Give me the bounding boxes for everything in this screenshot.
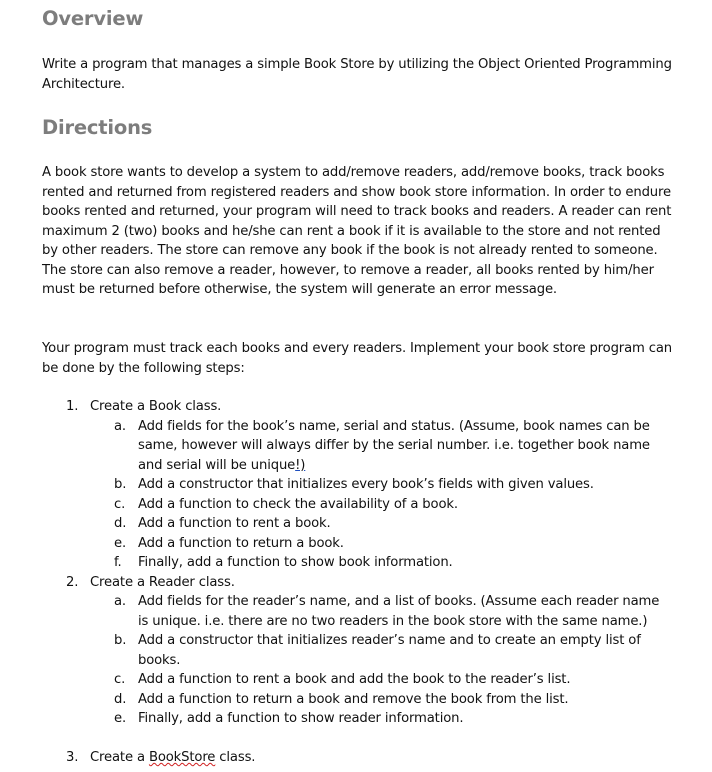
sub-step-text: Finally, add a function to show book information. [138,555,453,570]
step-2-sub-a [42,592,672,631]
step-number: 1. [66,399,79,414]
step-1-sub-a [42,417,672,476]
sub-step-letter: c. [114,672,126,687]
step-text-before: Create a [90,750,149,765]
directions-heading: Directions [42,116,153,139]
step-1 [42,397,672,417]
directions-paragraph-2: Your program must track each books and every readers. Implement your book store program can be done by the following steps: [42,341,672,376]
step-3 [42,748,672,768]
sub-step-text: Add a function to rent a book. [138,516,331,531]
sub-step-text: Add a function to return a book and remove the book from the list. [138,691,569,707]
sub-step-text: Add a function to check the availability of a book. [138,496,458,512]
step-1-sub-c [42,495,672,515]
step-text: Create a Reader class. [90,574,235,590]
sub-step-letter: b. [114,477,127,492]
sub-step-text: Add a function to return a book. [138,535,344,551]
overview-text: Write a program that manages a simple Book Store by utilizing the Object Oriented Programming Architecture. [42,57,672,92]
sub-step-letter: d. [114,691,127,707]
sub-step-letter: a. [114,594,126,609]
step-text: Create a Book class. [90,399,222,414]
sub-step-letter: e. [114,535,127,551]
sub-step-letter: c. [114,496,126,512]
step-text-after: class. [215,750,256,765]
sub-step-text: Add fields for the reader’s name, and a list of books. (Assume each reader name is unique. i.e. there are no two readers in the book store with the same name.) [138,594,660,629]
step-2-sub-e [42,709,672,729]
sub-step-letter: f. [114,555,122,570]
sub-step-letter: b. [114,633,127,648]
step-1-sub-d [42,514,672,534]
step-2-sub-b [42,631,672,670]
sub-step-text: Finally, add a function to show reader information. [138,711,464,726]
sub-step-letter: d. [114,516,127,531]
sub-step-text: Add a constructor that initializes every book’s fields with given values. [138,477,594,492]
step-1-sub-b [42,475,672,495]
step-2 [42,573,672,593]
step-1-sub-e [42,534,672,554]
directions-paragraph-1: A book store wants to develop a system to add/remove readers, add/remove books, track books rented and returned from registered readers and show book store information. In order to endure books rented and returned, your program will need to track books and readers. A reader can rent maximum 2 (two) books and he/she can rent a book if it is available to the store and not rented by other readers. The store can remove any book if the book is not already rented to someone. The store can also remove a reader, however, to remove a reader, all books rented by him/her must be returned before otherwise, the system will generate an error message. [42,165,672,297]
step-1-sub-f [42,553,672,573]
overview-heading: Overview [42,7,144,30]
step-2-sub-c [42,670,672,690]
step-number: 3. [66,750,79,765]
step-2-sub-d [42,690,672,710]
steps-list [42,397,672,768]
sub-step-text: Add fields for the book’s name, serial and status. (Assume, book names can be same, however will always differ by the serial number. i.e. together book name and serial will be unique [138,418,650,473]
sub-step-text: Add a constructor that initializes reader’s name and to create an empty list of books. [138,633,641,668]
sub-step-letter: a. [114,418,126,434]
step-number: 2. [66,574,79,590]
sub-step-text: Add a function to rent a book and add the book to the reader’s list. [138,672,571,687]
sub-step-text-suffix: !) [295,457,306,473]
spellcheck-flagged-word: BookStore [148,750,216,765]
sub-step-letter: e. [114,711,127,726]
